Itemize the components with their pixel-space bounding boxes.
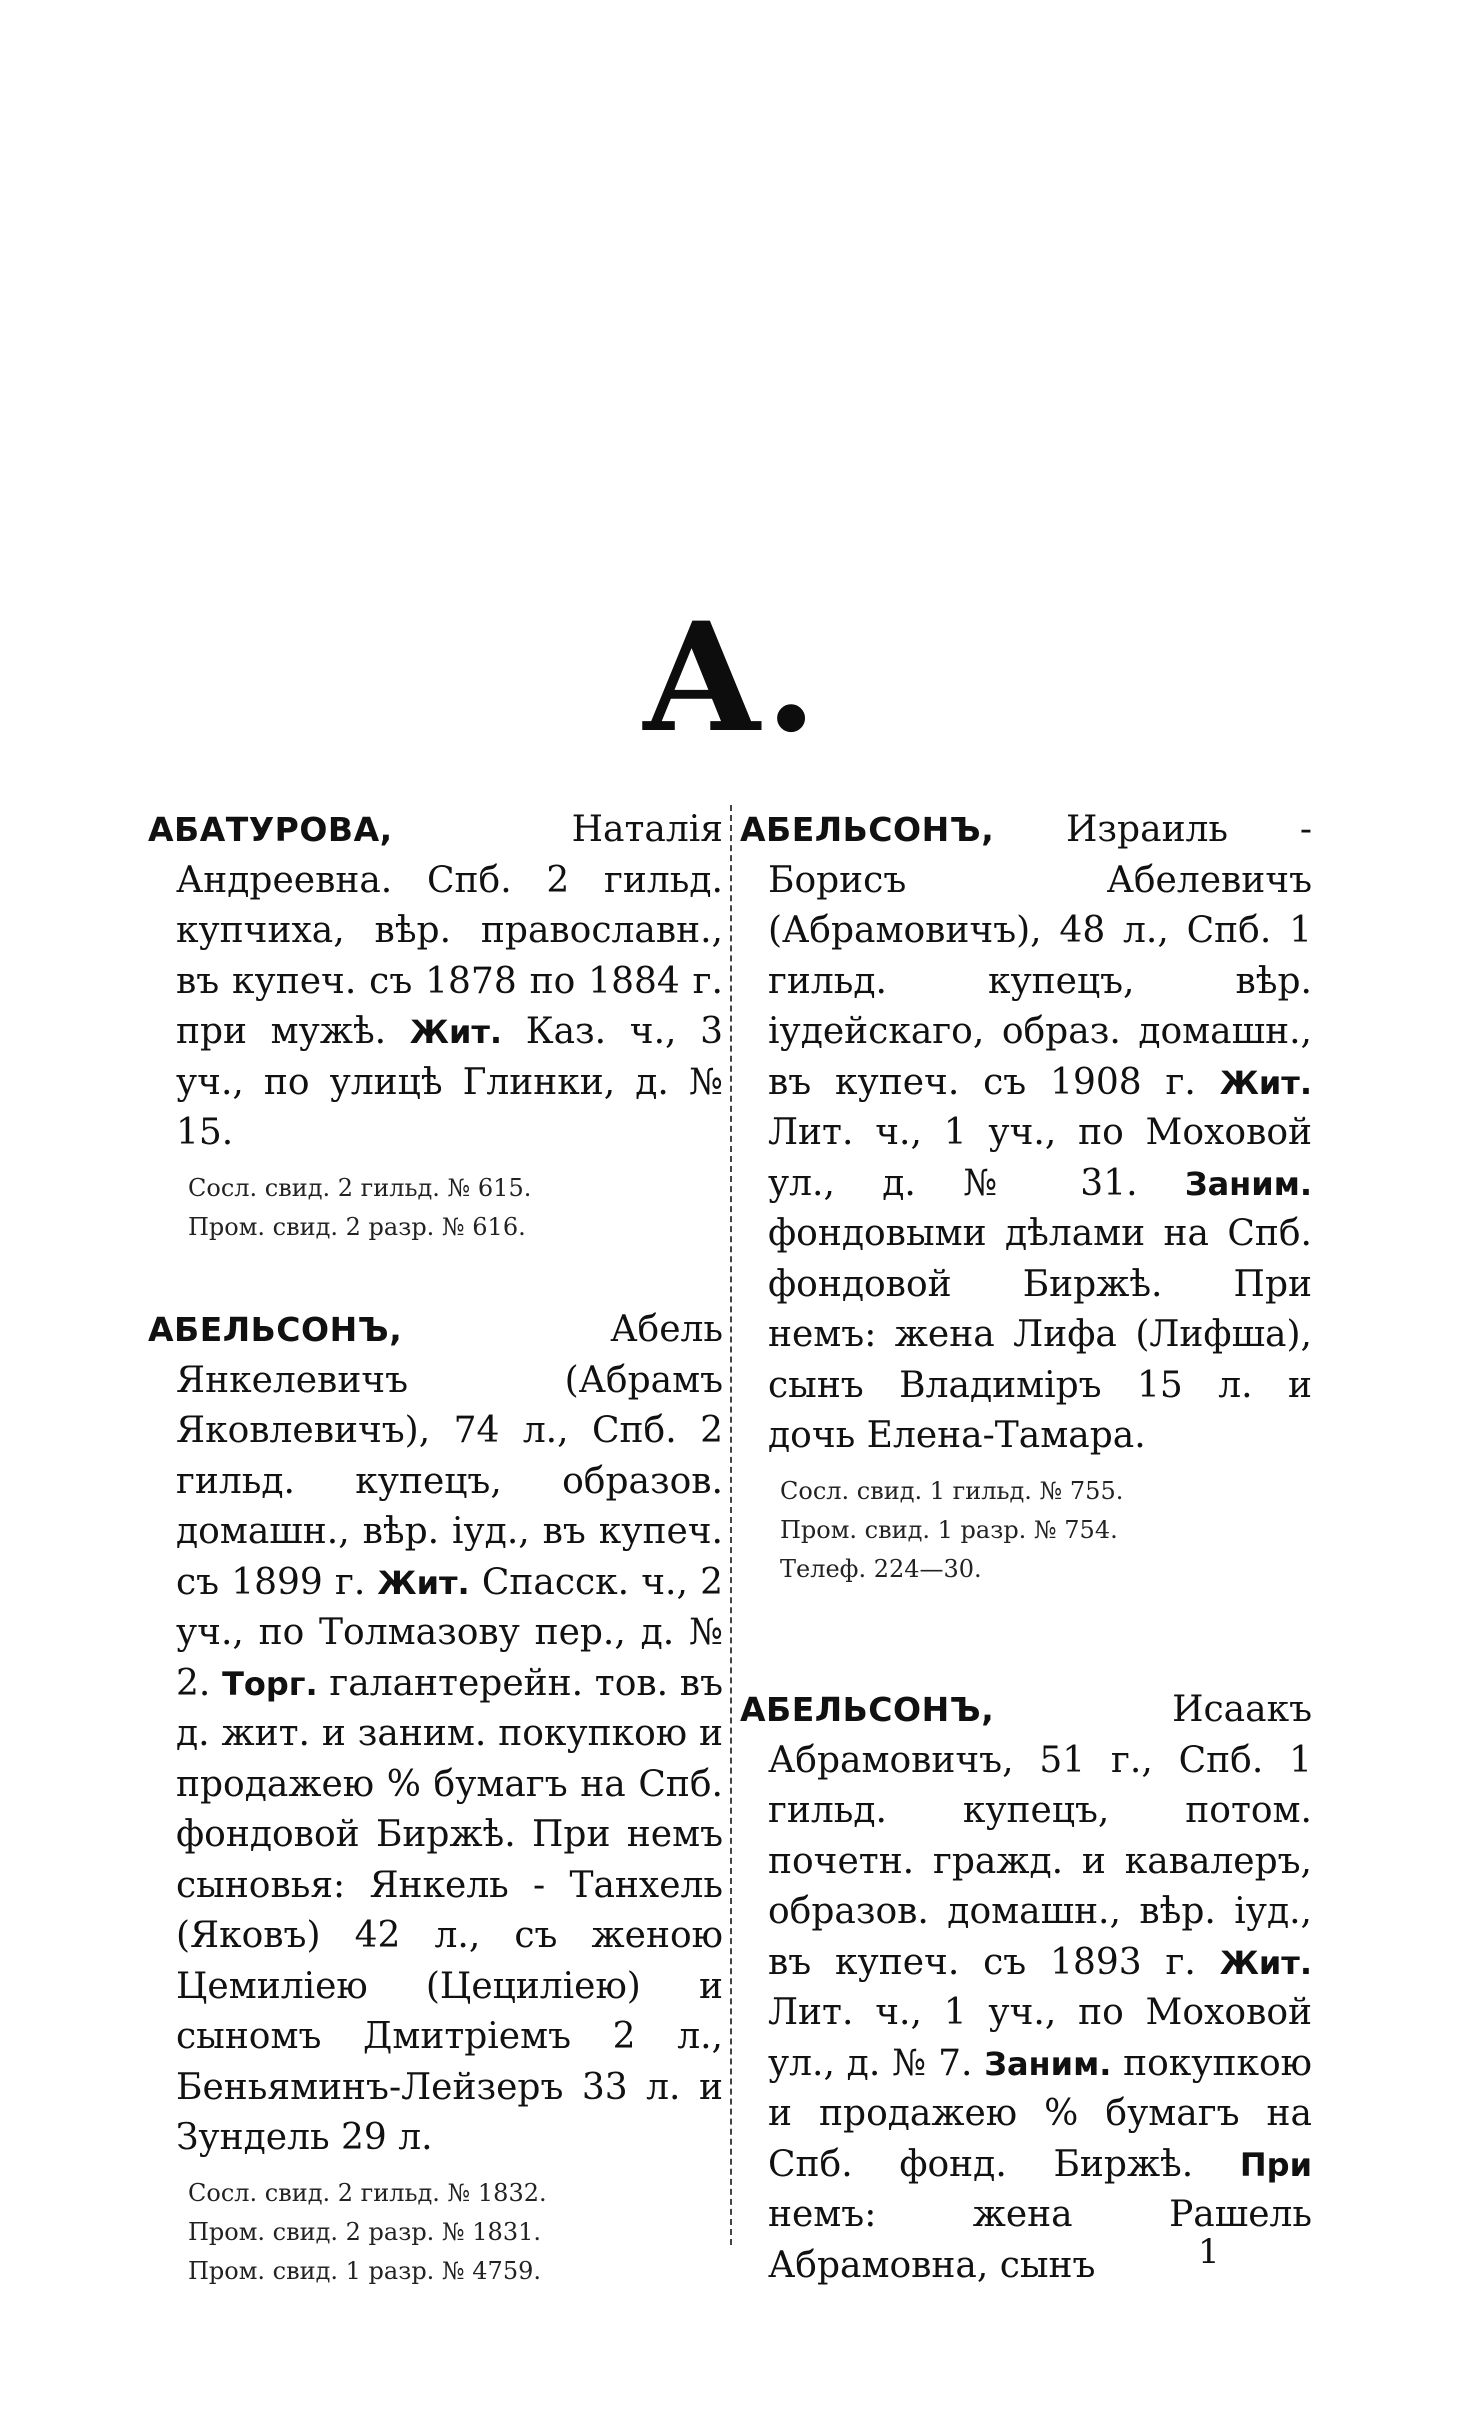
entry-text-part: Абель Янкелевичъ (Абрамъ Яковлевичъ), 74 л., Спб. 2 гильд. купецъ, образов. домашн., вѣр. іуд., въ купеч. съ 1899 г. bbox=[176, 1309, 723, 1603]
keyword-residence: Жит. bbox=[1219, 1063, 1312, 1102]
entry-text-part: Лит. ч., 1 уч., по Моховой ул., д. № 7. bbox=[768, 1992, 1312, 2084]
entry-text-part: Каз. ч., 3 уч., по улицѣ Глинки, д. № 15. bbox=[176, 1011, 724, 1153]
column-divider bbox=[730, 805, 732, 2245]
entry-text-part: Лит. ч., 1 уч., по Моховой ул., д. № 31. bbox=[768, 1112, 1312, 1204]
entry-text-part: Спасск. ч., 2 уч., по Толмазову пер., д. № 2. bbox=[176, 1561, 723, 1704]
entry-text-part: Исаакъ Абрамовичъ, 51 г., Спб. 1 гильд. купецъ, потом. почетн. гражд. и кавалеръ, образов. домашн., вѣр. іуд., въ купеч. съ 1893 г. bbox=[768, 1689, 1312, 1983]
entry-text-part: Израиль - Борисъ Абелевичъ (Абрамовичъ), 48 л., Спб. 1 гильд. купецъ, вѣр. іудейскаго, образ. домашн., въ купеч. съ 1908 г. bbox=[768, 809, 1312, 1103]
entry-abelson-israil bbox=[740, 805, 1312, 1589]
keyword-occupation: Заним. bbox=[984, 2044, 1112, 2083]
keyword-occupation: Заним. bbox=[1184, 1164, 1312, 1203]
keyword-residence: Жит. bbox=[377, 1563, 470, 1602]
entry-text-part: немъ: жена Рашель Абрамовна, сынъ bbox=[768, 2194, 1312, 2286]
certificate-line: Сосл. свид. 1 гильд. № 755. bbox=[780, 1476, 1124, 1505]
entry-abelson-isaak bbox=[740, 1685, 1312, 2291]
entry-text-part: покупкою и продажею % бумагъ на Спб. фонд. Биржѣ. bbox=[768, 2042, 1312, 2185]
entry-surname: АБЕЛЬСОНЪ, bbox=[740, 1690, 995, 1729]
certificate-line: Сосл. свид. 2 гильд. № 615. bbox=[188, 1173, 532, 1202]
entry-surname: АБАТУРОВА, bbox=[148, 810, 393, 849]
entry-text-part: галантерейн. тов. въ д. жит. и заним. покупкою и продажею % бумагъ на Спб. фондовой Биржѣ. При немъ сыновья: Янкель - Танхель (Яковъ) 42 л., съ женою Цемиліею (Цециліею) и сыномъ Дмитріемъ 2 л., Беньяминъ-Лейзеръ 33 л. и Зундель 29 л. bbox=[176, 1662, 723, 2158]
certificate-line: Пром. свид. 1 разр. № 4759. bbox=[188, 2256, 541, 2285]
page-number: 1 bbox=[1198, 2232, 1220, 2272]
certificate-list bbox=[188, 2174, 723, 2291]
keyword-residence: Жит. bbox=[409, 1013, 503, 1051]
certificate-line: Сосл. свид. 2 гильд. № 1832. bbox=[188, 2178, 547, 2207]
entry-text-part: Наталія Андреевна. Спб. 2 гильд. купчиха, вѣр. православн., въ купеч. съ 1878 по 1884 г. при мужѣ. bbox=[176, 809, 723, 1052]
entry-surname: АБЕЛЬСОНЪ, bbox=[148, 1310, 403, 1349]
certificate-list bbox=[188, 1169, 723, 1247]
certificate-line: Пром. свид. 1 разр. № 754. bbox=[780, 1515, 1118, 1544]
entry-text bbox=[740, 1685, 1312, 2291]
entry-text bbox=[148, 1305, 723, 2164]
entry-text-part: фондовыми дѣлами на Спб. фондовой Биржѣ. При немъ: жена Лифа (Лифша), сынъ Владиміръ 15 л. и дочь Елена-Тамара. bbox=[768, 1213, 1312, 1456]
keyword-trade: Торг. bbox=[222, 1664, 318, 1703]
entry-text bbox=[740, 805, 1312, 1462]
certificate-line: Пром. свид. 2 разр. № 616. bbox=[188, 1212, 526, 1241]
page-heading-letter: А. bbox=[640, 590, 820, 766]
entry-abelson-abel bbox=[148, 1305, 723, 2291]
entry-abaturova bbox=[148, 805, 723, 1247]
entry-surname: АБЕЛЬСОНЪ, bbox=[740, 810, 995, 849]
keyword-with-him: При bbox=[1239, 2145, 1312, 2184]
keyword-residence: Жит. bbox=[1219, 1943, 1312, 1982]
entry-text bbox=[148, 805, 723, 1159]
certificate-list bbox=[780, 1472, 1312, 1589]
phone-line: Телеф. 224—30. bbox=[780, 1554, 982, 1583]
certificate-line: Пром. свид. 2 разр. № 1831. bbox=[188, 2217, 541, 2246]
